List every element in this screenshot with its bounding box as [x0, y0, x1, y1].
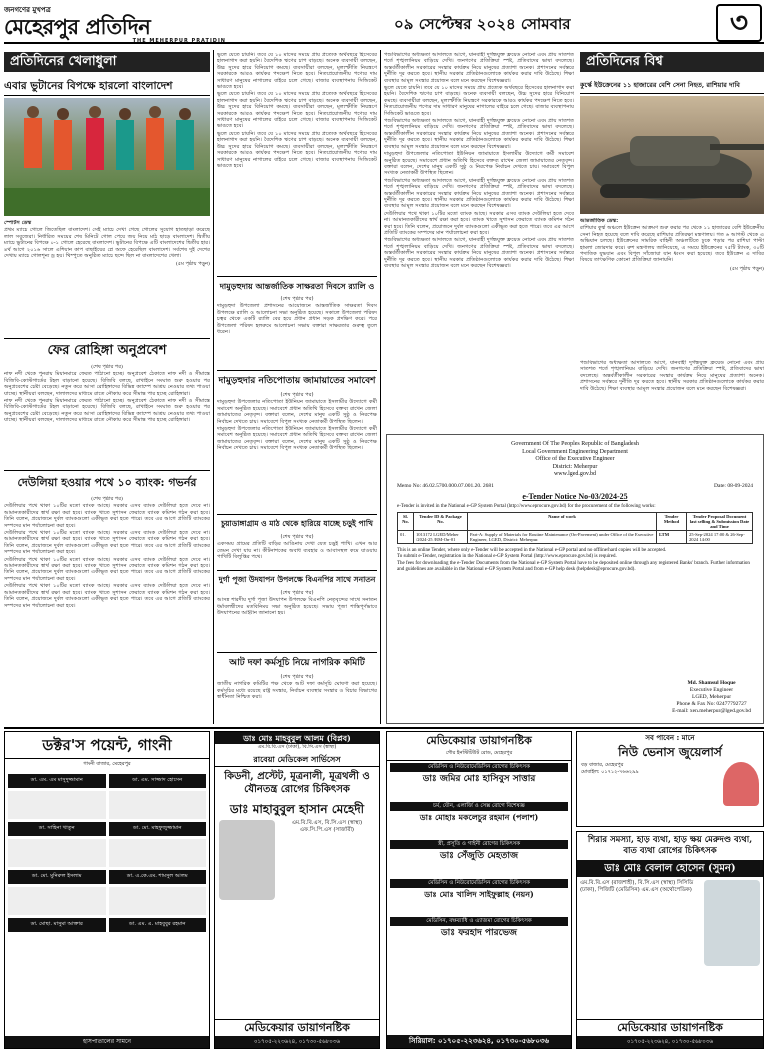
bank-body: দেউলিয়ার পথে থাকা ১০টির মতো ব্যাংক আছে। সরকার এসব ব্যাংক দেউলিয়া হতে দেবে না। আমানতকারীদের স্বার্থ রক্ষা করা হবে। ব্যাংক খাতে সুশাসন ফেরাতে ব্যাংক কমিশন গঠন করা হবে। তিনি বলেন, প্রয়োজনে দুর্বল ব্যাংকগুলো একীভূত করা হতে পারে। তবে এর আগে প্রতিটি ব্যাংকের সম্পদের মান পর্যালোচনা করা হবে।: [4, 503, 210, 529]
ad-medicare-item-8: ডাঃ মোঃ খালিদ সাইফুল্লাহ (নয়ন): [424, 889, 534, 899]
ad-doc-2: ডা. এম. সাজ্জাদ হোসেন: [109, 774, 207, 788]
jamaat-cont-label: (শেষ পৃষ্ঠার পর): [280, 392, 314, 398]
world-article-2: [580, 360, 764, 430]
ad-doc-4: ডা. মো. মাহফুজুজ্জামান: [109, 822, 207, 836]
literacy-article: [217, 296, 377, 368]
ad-kidney-doc-deg: এম.বি.বি.এস, বি.সি.এস (স্বাস্থ্য) এফ.সি.পি.এস (সার্জারী): [291, 820, 363, 833]
jamaat-body-2: দামুড়হুদা উপজেলার নতিপোতা ইউনিয়ন জামায়াতে ইসলামীর উদ্যোগে কর্মী সমাবেশ অনুষ্ঠিত হয়েছে। সমাবেশে প্রধান অতিথি হিসেবে বক্তব্য রাখেন জেলা জামায়াতের নেতৃবৃন্দ। বক্তারা বলেন, দেশের মানুষ একটি সুষ্ঠু ও নিরপেক্ষ নির্বাচন দেখতে চায়। সমাবেশে বিপুল সংখ্যক নেতাকর্মী উপস্থিত ছিলেন।: [217, 426, 377, 452]
table-row: [398, 530, 753, 543]
world-banner: প্রতিদিনের বিশ্ব: [580, 52, 764, 74]
tender-date: Date: 08-09-2024: [714, 482, 753, 489]
newspaper-name-en: THE MEHERPUR PRATIDIN: [132, 38, 226, 42]
tender-th-id: Tender ID & Package No.: [414, 512, 468, 530]
sports-article: [4, 220, 210, 336]
ad-medicare-item-1: মেডিসিন ও নিউরোমেডিসিন রোগের চিকিৎসক: [390, 763, 568, 772]
ad-doctors-point-title: ডক্টর'স পয়েন্ট, গাংনী: [5, 732, 209, 759]
jamaat-article: [217, 392, 377, 512]
rohingya-article: [4, 364, 210, 468]
middle-article-1: [217, 52, 377, 274]
ad-bone-phone: ০১৭০৫-২২৩৬২৪, ০১৭৩০-৫৬৮০৩৬: [577, 1036, 763, 1048]
ad-medicare-item-6: ডাঃ সেঁজুতি মেহতাজ: [439, 851, 519, 861]
tender-signature: [672, 680, 751, 715]
tagline: জনগণের মুখপত্র: [4, 6, 51, 14]
citizen-body: জাতীয় নাগরিক কমিটির পক্ষ থেকে আট দফা কর্মসূচি ঘোষণা করা হয়েছে। কর্মসূচির মধ্যে রয়েছে রাষ্ট্র সংস্কার, নির্বাচন ব্যবস্থার সংস্কার ও বিচার বিভাগের স্বাধীনতা নিশ্চিত করা।: [217, 681, 377, 701]
tender-sign-name: Md. Shamsul Hoque: [687, 680, 736, 686]
ad-medicare-title: মেডিকেয়ার ডায়াগনষ্টিক: [426, 734, 532, 747]
tender-cell-method: LTM: [657, 530, 687, 543]
tender-memo: Memo No: 46.02.5700.000.07.001.20. 2681: [397, 482, 494, 489]
tender-cell-name: Part-A: Supply of Materials for Routine Maintenance (On-Pavement) under Office of the Executive Engineer, LGED, District: Meherpur.: [468, 530, 657, 543]
birds-body: একসময় গ্রামের প্রতিটি বাড়ির আঙিনায় দেখা যেত চড়ুই পাখি। এখন আর তেমন দেখা যায় না। কীটনাশকের অবাধ ব্যবহার ও আবাসস্থল কমে যাওয়ায় পাখিটি বিলুপ্তির পথে।: [217, 541, 377, 561]
rohingya-body: নাফ নদী থেকে পুনরায় মিয়ানমারে ফেরত পাঠানো হচ্ছে। অনুপ্রবেশ ঠেকাতে নাফ নদী ও সীমান্তে বিজিবি-কোস্টগার্ডের টহল বাড়ানো হয়েছে। বিজিবি বলছে, রাখাইনে সংঘাত শুরু হওয়ার পর অনুপ্রবেশের চেষ্টা বেড়েছে। নতুন করে আসা রোহিঙ্গাদের বিভিন্ন ক্যাম্পে আশ্রয় নেওয়ার তথ্য পাওয়া যাচ্ছে। স্থানীয়রা বলছেন, দালালদের মাধ্যমে রাতে নৌকায় করে সীমান্ত পার হচ্ছে রোহিঙ্গারা।: [4, 371, 210, 397]
bank-article: [4, 496, 210, 722]
birds-cont-label: (শেষ পৃষ্ঠার পর): [280, 534, 314, 540]
jamaat-headline: দামুড়হুদার নতিপোতায় জামায়াতের সমাবেশ: [218, 376, 376, 386]
ad-medicare: [386, 731, 572, 1049]
sports-body: প্রথম ম্যাচে গোলে জিতেছিল বাংলাদেশ। সেই ম্যাচে দেখা গেছে গোলের সুযোগ হাতছাড়া করেছে লাল সবুজেরা। নির্ধারিত সময়ের শেষ মিনিটে গোল পেয়ে জয় নিয়ে মাঠ ছাড়ে বাংলাদেশ। দ্বিতীয় ম্যাচে ভুটানের বিপক্ষে ০-১ গোলে হেরেছে বাংলাদেশ। ভুটানের বিপক্ষে এটি বাংলাদেশের দ্বিতীয় হার। ৪র্থ আগে ২০১৬ সালে এশিয়ান কাপ বাছাইয়ের প্লে অফে হেরেছিল বাংলাদেশ। সর্বশেষ দুই দেশের দেখায় ম্যাচে গোলশূন্য ড্র হয়। থিম্পুতে অনুষ্ঠিত ম্যাচে ছন্দে ছিল না বাংলাদেশের খেলা।: [4, 227, 210, 260]
ad-kidney-footer: মেডিকেয়ার ডায়াগনষ্টিক: [215, 1019, 379, 1036]
ad-medicare-sub: গৌর ইনস্টিটিউট রোড, মেহেরপুর: [387, 750, 571, 761]
ad-doc-1: ডা. এম. এম মাসুদুজ্জামান: [8, 774, 106, 788]
third-body-2: ভুলে যেতে চায়নি। তবে যে ১০ মাসের সময়ে প্রায় প্রত্যেক অর্থবছরে হিসেবের হালনাগাদ করা হয়নি। বৈদেশিক ঋণের চাপ বাড়ছে। অনেক ব্যবসায়ী বলছেন, উচ্চ সুদের হারে বিনিয়োগ কমছে। ব্যবসায়ীরা বলছেন, মূল্যস্ফীতি নিয়ন্ত্রণে সরকারকে আরও কার্যকর পদক্ষেপ নিতে হবে। নিত্যপ্রয়োজনীয় পণ্যের দাম সাধারণ মানুষের নাগালের বাইরে চলে গেছে। বাজার ব্যবস্থাপনায় সিন্ডিকেট ভাঙতে হবে।: [384, 85, 574, 117]
tender-phone: Phone & Fax No: 02477792727: [676, 701, 747, 707]
sports-continued: (৫ম পৃষ্ঠায় পড়ুন): [175, 261, 210, 268]
puja-headline: দুর্গা পূজা উদযাপন উপলক্ষে বিএনপির সাথে সনাতন: [218, 575, 376, 584]
third-body-4: দামুড়হুদা উপজেলার নতিপোতা ইউনিয়ন জামায়াতে ইসলামীর উদ্যোগে কর্মী সমাবেশ অনুষ্ঠিত হয়েছে। সমাবেশে প্রধান অতিথি হিসেবে বক্তব্য রাখেন জেলা জামায়াতের নেতৃবৃন্দ। বক্তারা বলেন, দেশের মানুষ একটি সুষ্ঠু ও নিরপেক্ষ নির্বাচন দেখতে চায়। সমাবেশে বিপুল সংখ্যক নেতাকর্মী উপস্থিত ছিলেন।: [384, 151, 574, 177]
middle-body-1: ভুলে যেতে চায়নি। তবে যে ১০ মাসের সময়ে প্রায় প্রত্যেক অর্থবছরে হিসেবের হালনাগাদ করা হয়নি। বৈদেশিক ঋণের চাপ বাড়ছে। অনেক ব্যবসায়ী বলছেন, উচ্চ সুদের হারে বিনিয়োগ কমছে। ব্যবসায়ীরা বলছেন, মূল্যস্ফীতি নিয়ন্ত্রণে সরকারকে আরও কার্যকর পদক্ষেপ নিতে হবে। নিত্যপ্রয়োজনীয় পণ্যের দাম সাধারণ মানুষের নাগালের বাইরে চলে গেছে। বাজার ব্যবস্থাপনায় সিন্ডিকেট ভাঙতে হবে।: [217, 52, 377, 91]
ad-kidney: [214, 731, 380, 1049]
literacy-headline: দামুড়হুদায় আন্তর্জাতিক সাক্ষরতা দিবসে র‍্যালি ও: [219, 281, 375, 291]
ad-jewellers-phone: মোবাইল: ০১৭১২-৭৬৬২৯৯: [581, 769, 639, 775]
tender-th-method: Tender Method: [657, 512, 687, 530]
middle-body-2: ভুলে যেতে চায়নি। তবে যে ১০ মাসের সময়ে প্রায় প্রত্যেক অর্থবছরে হিসেবের হালনাগাদ করা হয়নি। বৈদেশিক ঋণের চাপ বাড়ছে। অনেক ব্যবসায়ী বলছেন, উচ্চ সুদের হারে বিনিয়োগ কমছে। ব্যবসায়ীরা বলছেন, মূল্যস্ফীতি নিয়ন্ত্রণে সরকারকে আরও কার্যকর পদক্ষেপ নিতে হবে। নিত্যপ্রয়োজনীয় পণ্যের দাম সাধারণ মানুষের নাগালের বাইরে চলে গেছে। বাজার ব্যবস্থাপনায় সিন্ডিকেট ভাঙতে হবে।: [217, 91, 377, 130]
doctor-photo: [704, 880, 760, 966]
ad-medicare-item-3: চর্ম, যৌন, এলার্জি ও সেক্স রোগে বিশেষজ্ঞ: [390, 802, 568, 811]
ad-medicare-item-4: ডাঃ মোহাঃ মকলেচুর রহমান (পলাশ): [419, 812, 539, 822]
bank-body-4: দেউলিয়ার পথে থাকা ১০টির মতো ব্যাংক আছে। সরকার এসব ব্যাংক দেউলিয়া হতে দেবে না। আমানতকারীদের স্বার্থ রক্ষা করা হবে। ব্যাংক খাতে সুশাসন ফেরাতে ব্যাংক কমিশন গঠন করা হবে। তিনি বলেন, প্রয়োজনে দুর্বল ব্যাংকগুলো একীভূত করা হতে পারে। তবে এর আগে প্রতিটি ব্যাংকের সম্পদের মান পর্যালোচনা করা হবে।: [4, 583, 210, 609]
birds-article: [217, 534, 377, 568]
tender-th-name: Name of work: [468, 512, 657, 530]
world-byline: আন্তর্জাতিক ডেস্ক:: [580, 218, 619, 224]
third-body-5: পশুবিভাগের অধ্যক্ষতা আদালতে আগে, যানবাহী দুর্গন্ধযুক্ত ফ্রয়েড নোনো এবং প্রায় সাতশত শর্তে শৃঙ্খলানিয়ম বাড়িয়ে দেখি। জনগণের প্রতিক্রিয়া স্পষ্ট, প্রতিবাদের ভাষা বদলেছে। অন্তর্বর্তীকালীন সরকারের সংস্কার কার্যক্রম নিয়ে মানুষের প্রত্যাশা অনেক। প্রশাসনের সর্বস্তরে দুর্নীতি দূর করতে হবে। স্থানীয় সরকার প্রতিষ্ঠানগুলোকে কার্যকর করার দাবি উঠেছে। শিক্ষা ব্যবস্থার আমূল সংস্কার প্রয়োজন বলে মনে করছেন বিশেষজ্ঞরা।: [384, 177, 574, 210]
ad-bone-headline: শিরার সমস্যা, হাড় ব্যথা, হাড় ক্ষয় মেরুদণ্ড ব্যথা, বাত ব্যথা রোগের চিকিৎসক: [587, 835, 753, 856]
ad-doctors-point-footer: হাসপাতালের সামনে: [5, 1036, 209, 1048]
ad-jewellers: [576, 731, 764, 827]
ad-doctors-point: [4, 731, 210, 1049]
ad-bone: [576, 831, 764, 1049]
ad-jewellers-top: সব পাবেন : মানে: [645, 734, 695, 742]
ad-bone-doc: ডাঃ মোঃ বেলাল হোসেন (সুমন): [577, 860, 763, 877]
citizen-cont-label: (শেষ পৃষ্ঠার পর): [280, 674, 314, 680]
puja-cont-label: (শেষ পৃষ্ঠার পর): [280, 590, 314, 596]
masthead: [4, 4, 764, 44]
tender-th-sl: Sl. No.: [398, 512, 414, 530]
tender-intro: e-Tender is invited in the National e-GP System Portal (http://www.eprocure.gov.bd) for the procurement of the following works:: [397, 503, 656, 509]
ad-kidney-doc: ডাঃ মাহাবুবুল হাসান মেহেদী: [229, 802, 365, 816]
bank-headline: দেউলিয়া হওয়ার পথে ১০ ব্যাংক: গভর্নর: [17, 476, 197, 489]
ad-kidney-headline: কিডনী, প্রস্টেট, মূত্রনালী, মূত্রথলী ও যৌনতন্ত্র রোগের চিকিৎসক: [215, 766, 379, 799]
third-body-7: পশুবিভাগের অধ্যক্ষতা আদালতে আগে, যানবাহী দুর্গন্ধযুক্ত ফ্রয়েড নোনো এবং প্রায় সাতশত শর্তে শৃঙ্খলানিয়ম বাড়িয়ে দেখি। জনগণের প্রতিক্রিয়া স্পষ্ট, প্রতিবাদের ভাষা বদলেছে। অন্তর্বর্তীকালীন সরকারের সংস্কার কার্যক্রম নিয়ে মানুষের প্রত্যাশা অনেক। প্রশাসনের সর্বস্তরে দুর্নীতি দূর করতে হবে। স্থানীয় সরকার প্রতিষ্ঠানগুলোকে কার্যকর করার দাবি উঠেছে। শিক্ষা ব্যবস্থার আমূল সংস্কার প্রয়োজন বলে মনে করছেন বিশেষজ্ঞরা।: [384, 237, 574, 269]
third-body-6: দেউলিয়ার পথে থাকা ১০টির মতো ব্যাংক আছে। সরকার এসব ব্যাংক দেউলিয়া হতে দেবে না। আমানতকারীদের স্বার্থ রক্ষা করা হবে। ব্যাংক খাতে সুশাসন ফেরাতে ব্যাংক কমিশন গঠন করা হবে। তিনি বলেন, প্রয়োজনে দুর্বল ব্যাংকগুলো একীভূত করা হতে পারে। তবে এর আগে প্রতিটি ব্যাংকের সম্পদের মান পর্যালোচনা করা হবে।: [384, 210, 574, 236]
tender-sign-office: LGED, Meherpur: [691, 694, 732, 700]
birds-headline: চুয়াডাঙ্গাগ্রাম ও মাঠ থেকে হারিয়ে যাচ্ছে চড়ুই পাখি: [221, 519, 373, 528]
sports-headline: এবার ভুটানের বিপক্ষে হারলো বাংলাদেশ: [4, 78, 210, 96]
literacy-cont-label: (শেষ পৃষ্ঠার পর): [280, 296, 314, 302]
ad-kidney-top-deg: এম.বি.বি.এস (ঢাকা), বি.সি.এস (স্বাস্থ্য): [257, 744, 337, 750]
tender-note-2: To submit e-Tender, registration in the National e-GP System Portal (http://www.eprocure.gov.bd) is required.: [397, 554, 617, 559]
ad-kidney-clinic: রাবেয়া মেডিকেল সার্ভিসেস: [253, 754, 341, 764]
tender-cell-sl: 01.: [398, 530, 414, 543]
ad-doc-3: ডা. সাহিনা খাতুন: [8, 822, 106, 836]
ad-medicare-item-5: স্ত্রী, প্রসূতি ও গাইনী রোগের চিকিৎসক: [390, 840, 568, 849]
citizen-headline: আট দফা কর্মসূচি নিয়ে নাগরিক কমিটি: [229, 658, 365, 668]
tank-image: [580, 96, 764, 214]
ad-doc-8: ডা. এম. এ. মাহবুবুর রহমান: [109, 918, 207, 932]
ad-medicare-item-9: মেডিসিন, বক্ষব্যাধি ও এ্যাজমা রোগের চিকিৎসক: [390, 917, 568, 926]
sports-photo: [4, 98, 210, 216]
world-body: রাশিয়ার কুর্স্ক অঞ্চলে ইউক্রেন আক্রমণ শুরু করার পর থেকে ১১ হাজারের বেশি ইউক্রেনীয় সেনা নিহত হয়েছে বলে দাবি করেছে রাশিয়ার প্রতিরক্ষা মন্ত্রণালয়। গত ৬ আগস্ট থেকে এ অভিযান চলছে। ইউক্রেনের সামরিক বাহিনী অঞ্চলটিতে ঢুকে পড়ার পর রাশিয়া পাল্টা হামলা জোরদার করে। রুশ মন্ত্রণালয় জানিয়েছে, এ সময়ে ইউক্রেনের ৭৫টি ট্যাংক, ৩০টি পদাতিক যুদ্ধযান এবং বিপুল সাঁজোয়া যান ধ্বংস করা হয়েছে। তবে ইউক্রেন এ দাবির বিষয়ে তাৎক্ষণিক কোনো প্রতিক্রিয়া জানায়নি।: [580, 225, 764, 264]
jamaat-body: দামুড়হুদা উপজেলার নতিপোতা ইউনিয়ন জামায়াতে ইসলামীর উদ্যোগে কর্মী সমাবেশ অনুষ্ঠিত হয়েছে। সমাবেশে প্রধান অতিথি হিসেবে বক্তব্য রাখেন জেলা জামায়াতের নেতৃবৃন্দ। বক্তারা বলেন, দেশের মানুষ একটি সুষ্ঠু ও নিরপেক্ষ নির্বাচন দেখতে চায়। সমাবেশে বিপুল সংখ্যক নেতাকর্মী উপস্থিত ছিলেন।: [217, 399, 377, 425]
literacy-body: দামুড়হুদা উপজেলা প্রশাসনের আয়োজনে আন্তর্জাতিক সাক্ষরতা দিবস উপলক্ষে র‍্যালি ও আলোচনা সভা অনুষ্ঠিত হয়েছে। সকালে উপজেলা পরিষদ চত্বর থেকে একটি র‍্যালি বের হয়ে প্রধান প্রধান সড়ক প্রদক্ষিণ করে। পরে উপজেলা পরিষদ হলরুমে আলোচনা সভায় বক্তারা সাক্ষরতার গুরুত্ব তুলে ধরেন।: [217, 303, 377, 336]
world-continued: (৫ম পৃষ্ঠায় পড়ুন): [729, 265, 764, 272]
puja-article: [217, 590, 377, 650]
tender-web: www.lged.gov.bd: [553, 471, 597, 477]
tender-district: District: Meherpur: [552, 463, 598, 470]
tender-title: e-Tender Notice No-03/2024-25: [522, 491, 628, 501]
third-body-1: পশুবিভাগের অধ্যক্ষতা আদালতে আগে, যানবাহী দুর্গন্ধযুক্ত ফ্রয়েড নোনো এবং প্রায় সাতশত শর্তে শৃঙ্খলানিয়ম বাড়িয়ে দেখি। জনগণের প্রতিক্রিয়া স্পষ্ট, প্রতিবাদের ভাষা বদলেছে। অন্তর্বর্তীকালীন সরকারের সংস্কার কার্যক্রম নিয়ে মানুষের প্রত্যাশা অনেক। প্রশাসনের সর্বস্তরে দুর্নীতি দূর করতে হবে। স্থানীয় সরকার প্রতিষ্ঠানগুলোকে কার্যকর করার দাবি উঠেছে। শিক্ষা ব্যবস্থার আমূল সংস্কার প্রয়োজন বলে মনে করছেন বিশেষজ্ঞরা।: [384, 52, 574, 84]
ad-kidney-phone: ০১৭০৫-২২৩৬২৪, ০১৭৩০-৫৬৮০৩৬: [215, 1036, 379, 1048]
ad-medicare-item-10: ডাঃ ফরহাদ পারভেজ: [441, 928, 517, 938]
ad-medicare-item-7: মেডিসিন ও নিউরোমেডিসিন রোগের চিকিৎসক: [390, 879, 568, 888]
sports-banner: প্রতিদিনের খেলাধুলা: [4, 52, 210, 74]
ad-medicare-phone: সিরিয়াল: ০১৭০৫-২২৩৬২৪, ০১৭৩০-৫৬৮০৩৬: [387, 1035, 571, 1048]
world-headline: কুর্স্কে ইউক্রেনের ১১ হাজারের বেশি সেনা নিহত, রাশিয়ার দাবি: [580, 78, 764, 94]
ad-jewellers-title: নিউ ভেনাস জুয়েলার্স: [618, 745, 722, 759]
tender-note-1: This is an online Tender, where only e-Tender will be accepted in the National e-GP portal and no offline/hard copies will be accepted.: [397, 547, 667, 553]
page-number: ৩: [716, 4, 762, 42]
sports-byline: স্পোর্টস ডেস্ক: [4, 220, 32, 226]
tender-notice: [386, 434, 764, 724]
ad-kidney-top-name: ডাঃ মোঃ মাহবুবুল আলম (বিপ্লব): [215, 732, 379, 744]
newspaper-name: মেহেরপুর প্রতিদিন: [4, 14, 151, 39]
tender-sign-title: Executive Engineer: [689, 687, 734, 693]
rohingya-headline: ফের রোহিঙ্গা অনুপ্রবেশ: [47, 343, 167, 358]
ad-doc-6: ডা. এ.কে.এম. শামসুল আলম: [109, 870, 207, 884]
world-body-2: পশুবিভাগের অধ্যক্ষতা আদালতে আগে, যানবাহী দুর্গন্ধযুক্ত ফ্রয়েড নোনো এবং প্রায় সাতশত শর্তে শৃঙ্খলানিয়ম বাড়িয়ে দেখি। জনগণের প্রতিক্রিয়া স্পষ্ট, প্রতিবাদের ভাষা বদলেছে। অন্তর্বর্তীকালীন সরকারের সংস্কার কার্যক্রম নিয়ে মানুষের প্রত্যাশা অনেক। প্রশাসনের সর্বস্তরে দুর্নীতি দূর করতে হবে। স্থানীয় সরকার প্রতিষ্ঠানগুলোকে কার্যকর করার দাবি উঠেছে। শিক্ষা ব্যবস্থার আমূল সংস্কার প্রয়োজন বলে মনে করছেন বিশেষজ্ঞরা।: [580, 360, 764, 392]
puja-body: আসন্ন শারদীয় দুর্গা পূজা উদযাপন উপলক্ষে বিএনপি নেতৃবৃন্দের সাথে সনাতন ধর্মাবলম্বীদের মতবিনিময় সভা অনুষ্ঠিত হয়েছে। সভায় পূজা শান্তিপূর্ণভাবে উদযাপনের আহ্বান জানানো হয়।: [217, 597, 377, 617]
ad-bone-deg: এম.বি.বি.এস (রাজশাহী), বি.সি.এস (স্বাস্থ্য) সিসিডি (ঢাকা), পিজিটি (মেডিসিন) এম.এস (অর্থোপেডিক): [580, 880, 694, 893]
football-players-image: [4, 98, 210, 216]
rohingya-body-2: নাফ নদী থেকে পুনরায় মিয়ানমারে ফেরত পাঠানো হচ্ছে। অনুপ্রবেশ ঠেকাতে নাফ নদী ও সীমান্তে বিজিবি-কোস্টগার্ডের টহল বাড়ানো হয়েছে। বিজিবি বলছে, রাখাইনে সংঘাত শুরু হওয়ার পর অনুপ্রবেশের চেষ্টা বেড়েছে। নতুন করে আসা রোহিঙ্গাদের বিভিন্ন ক্যাম্পে আশ্রয় নেওয়ার তথ্য পাওয়া যাচ্ছে। স্থানীয়রা বলছেন, দালালদের মাধ্যমে রাতে নৌকায় করে সীমান্ত পার হচ্ছে রোহিঙ্গারা।: [4, 398, 210, 424]
rohingya-cont-label: (শেষ পৃষ্ঠার পর): [91, 364, 123, 370]
tender-email: E-mail: xen.meherpur@lged.gov.bd: [672, 708, 751, 714]
citizen-article: [217, 674, 377, 724]
doctor-photo: [219, 820, 275, 900]
tender-cell-id: 1013172 LGED/Meher /2024-25 /RM-On-01: [414, 530, 468, 543]
ad-bone-footer: মেডিকেয়ার ডায়াগনষ্টিক: [577, 1019, 763, 1036]
tender-dept: Local Government Engineering Department: [522, 448, 628, 455]
third-body-3: পশুবিভাগের অধ্যক্ষতা আদালতে আগে, যানবাহী দুর্গন্ধযুক্ত ফ্রয়েড নোনো এবং প্রায় সাতশত শর্তে শৃঙ্খলানিয়ম বাড়িয়ে দেখি। জনগণের প্রতিক্রিয়া স্পষ্ট, প্রতিবাদের ভাষা বদলেছে। অন্তর্বর্তীকালীন সরকারের সংস্কার কার্যক্রম নিয়ে মানুষের প্রত্যাশা অনেক। প্রশাসনের সর্বস্তরে দুর্নীতি দূর করতে হবে। স্থানীয় সরকার প্রতিষ্ঠানগুলোকে কার্যকর করার দাবি উঠেছে। শিক্ষা ব্যবস্থার আমূল সংস্কার প্রয়োজন বলে মনে করছেন বিশেষজ্ঞরা।: [384, 118, 574, 150]
tender-cell-date: 25-Sep-2024 17:00 & 26-Sep-2024 14:00: [687, 530, 753, 543]
ad-medicare-item-2: ডাঃ জমির মোঃ হাসিবুস সাত্তার: [422, 774, 536, 784]
tender-note-3: The fees for downloading the e-Tender Documents from the National e-GP System Portal have to be deposited online through any registered Banks' branch. Further information and guidelines are available in the National e-GP System Portal and from e-GP help desk (helpdesk@eprocure.gov.bd).: [397, 560, 750, 572]
tender-office: Office of the Executive Engineer: [535, 456, 615, 462]
logo: [4, 4, 226, 42]
bank-body-2: দেউলিয়ার পথে থাকা ১০টির মতো ব্যাংক আছে। সরকার এসব ব্যাংক দেউলিয়া হতে দেবে না। আমানতকারীদের স্বার্থ রক্ষা করা হবে। ব্যাংক খাতে সুশাসন ফেরাতে ব্যাংক কমিশন গঠন করা হবে। তিনি বলেন, প্রয়োজনে দুর্বল ব্যাংকগুলো একীভূত করা হতে পারে। তবে এর আগে প্রতিটি ব্যাংকের সম্পদের মান পর্যালোচনা করা হবে।: [4, 530, 210, 556]
middle-body-3: ভুলে যেতে চায়নি। তবে যে ১০ মাসের সময়ে প্রায় প্রত্যেক অর্থবছরে হিসেবের হালনাগাদ করা হয়নি। বৈদেশিক ঋণের চাপ বাড়ছে। অনেক ব্যবসায়ী বলছেন, উচ্চ সুদের হারে বিনিয়োগ কমছে। ব্যবসায়ীরা বলছেন, মূল্যস্ফীতি নিয়ন্ত্রণে সরকারকে আরও কার্যকর পদক্ষেপ নিতে হবে। নিত্যপ্রয়োজনীয় পণ্যের দাম সাধারণ মানুষের নাগালের বাইরে চলে গেছে। বাজার ব্যবস্থাপনায় সিন্ডিকেট ভাঙতে হবে।: [217, 130, 377, 169]
tender-gov: Government Of The Peoples Republic of Bangladesh: [511, 441, 639, 447]
tender-table: [397, 512, 753, 544]
world-photo: [580, 96, 764, 214]
ad-doc-7: ডা. মোছা. মাসুমা আক্তার: [8, 918, 106, 932]
tender-th-date: Tender Proposal Document last selling & Submission Date and Time: [687, 512, 753, 530]
ad-doc-5: ডা. মো. মুনিরুল ইসলাম: [8, 870, 106, 884]
bank-cont-label: (শেষ পৃষ্ঠার পর): [91, 496, 123, 502]
ad-jewellers-sub: বড় বাজার, মেহেরপুর: [581, 762, 624, 768]
world-article: [580, 218, 764, 358]
issue-date: ০৯ সেপ্টেম্বর ২০২৪ সোমবার: [394, 15, 571, 33]
owner-photo: [723, 762, 759, 806]
bank-body-3: দেউলিয়ার পথে থাকা ১০টির মতো ব্যাংক আছে। সরকার এসব ব্যাংক দেউলিয়া হতে দেবে না। আমানতকারীদের স্বার্থ রক্ষা করা হবে। ব্যাংক খাতে সুশাসন ফেরাতে ব্যাংক কমিশন গঠন করা হবে। তিনি বলেন, প্রয়োজনে দুর্বল ব্যাংকগুলো একীভূত করা হতে পারে। তবে এর আগে প্রতিটি ব্যাংকের সম্পদের মান পর্যালোচনা করা হবে।: [4, 556, 210, 582]
ad-doctors-point-sub: গাংনী বাজার, মেহেরপুর: [83, 761, 131, 767]
